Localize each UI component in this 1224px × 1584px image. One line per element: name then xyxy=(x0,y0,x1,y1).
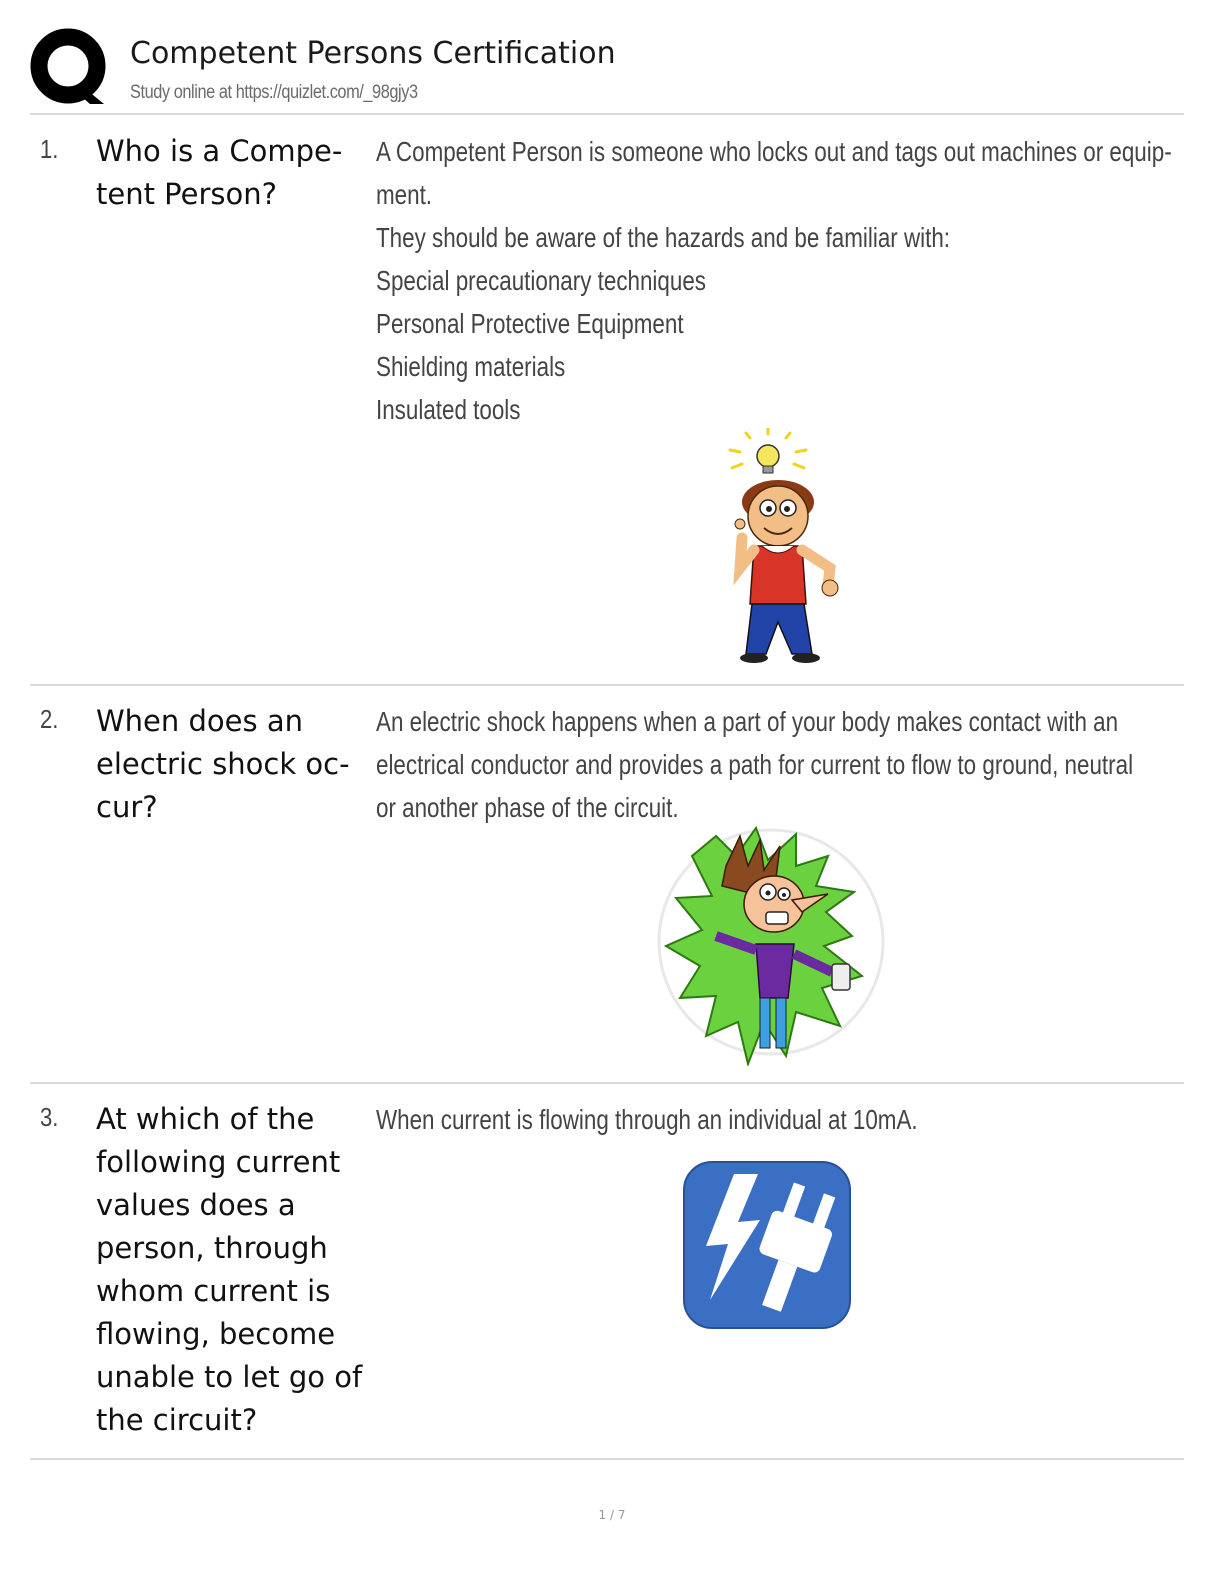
answer-line: They should be aware of the hazards and be familiar with: xyxy=(376,222,951,253)
question-line: following current xyxy=(96,1145,341,1179)
question-line: flowing, become xyxy=(96,1317,336,1351)
electric-plug-icon xyxy=(682,1160,852,1332)
card-number: 3. xyxy=(40,1102,59,1132)
document-title: Competent Persons Certification xyxy=(130,36,616,71)
question-line: Who is a Compe- xyxy=(96,134,343,168)
answer-line: Shielding materials xyxy=(376,351,566,382)
page-number: 1 / 7 xyxy=(598,1508,626,1522)
answer-line: A Competent Person is someone who locks out and tags out machines or equip- xyxy=(376,136,1172,167)
card-answer xyxy=(376,130,1176,431)
flashcard-2 xyxy=(30,686,1184,1082)
answer-line: Personal Protective Equipment xyxy=(376,308,684,339)
card-number: 1. xyxy=(40,134,59,164)
answer-line: or another phase of the circuit. xyxy=(376,792,679,823)
answer-line: When current is flowing through an individual at 10mA. xyxy=(376,1104,918,1135)
question-line: values does a xyxy=(96,1188,296,1222)
flashcard-1 xyxy=(30,116,1184,684)
question-line: unable to let go of xyxy=(96,1360,363,1394)
question-line: the circuit? xyxy=(96,1403,258,1437)
card-answer xyxy=(376,700,1176,829)
electric-shock-illustration xyxy=(656,826,886,1066)
answer-line: Insulated tools xyxy=(376,394,521,425)
divider xyxy=(30,1458,1184,1460)
study-online-link[interactable]: Study online at https://quizlet.com/_98gjy3 xyxy=(130,82,418,103)
document-header xyxy=(30,28,1184,116)
flashcard-3 xyxy=(30,1084,1184,1458)
answer-line: ment. xyxy=(376,179,433,210)
answer-line: Special precautionary techniques xyxy=(376,265,706,296)
card-question xyxy=(96,700,378,829)
quizlet-logo-icon xyxy=(30,28,110,108)
answer-line: electrical conductor and provides a path for current to flow to ground, neutral xyxy=(376,749,1134,780)
answer-line: An electric shock happens when a part of your body makes contact with an xyxy=(376,706,1119,737)
idea-person-illustration xyxy=(700,428,850,668)
divider xyxy=(30,113,1184,115)
question-line: whom current is xyxy=(96,1274,331,1308)
question-line: tent Person? xyxy=(96,177,278,211)
question-line: person, through xyxy=(96,1231,328,1265)
question-line: cur? xyxy=(96,790,158,824)
question-line: At which of the xyxy=(96,1102,315,1136)
card-question xyxy=(96,130,378,216)
question-line: electric shock oc- xyxy=(96,747,350,781)
card-number: 2. xyxy=(40,704,59,734)
card-question xyxy=(96,1098,386,1442)
question-line: When does an xyxy=(96,704,303,738)
card-answer xyxy=(376,1098,1176,1141)
